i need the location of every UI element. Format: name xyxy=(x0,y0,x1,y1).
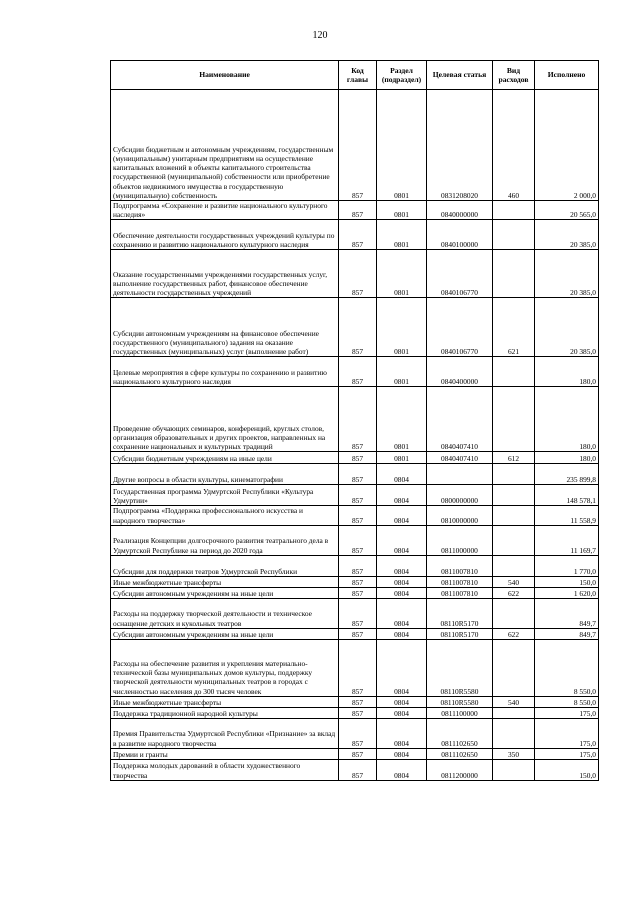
cell-name: Проведение обучающих семинаров, конференций, круглых столов, организация образовательных и других проектов, направленных на сохранение национальных и культурных традиций xyxy=(111,387,339,452)
cell-expense-type xyxy=(493,639,535,696)
cell-name: Подпрограмма «Сохранение и развитие национального культурного наследия» xyxy=(111,201,339,220)
cell-section: 0804 xyxy=(377,718,427,748)
cell-section: 0801 xyxy=(377,452,427,464)
cell-executed: 1 620,0 xyxy=(535,587,599,598)
table-row xyxy=(111,201,599,220)
cell-section: 0801 xyxy=(377,201,427,220)
cell-expense-type xyxy=(493,201,535,220)
cell-target-article: 0840400000 xyxy=(427,357,493,387)
cell-expense-type: 540 xyxy=(493,576,535,587)
cell-executed: 11 169,7 xyxy=(535,525,599,555)
cell-chapter-code: 857 xyxy=(339,628,377,639)
cell-name: Субсидии для поддержки театров Удмуртской Республики xyxy=(111,555,339,576)
cell-section: 0804 xyxy=(377,587,427,598)
table-row xyxy=(111,298,599,357)
cell-section: 0804 xyxy=(377,555,427,576)
cell-chapter-code: 857 xyxy=(339,555,377,576)
page-number: 120 xyxy=(312,30,328,41)
header-target-article: Целевая статья xyxy=(427,61,493,90)
cell-name: Оказание государственными учреждениями государственных услуг, выполнение государственных работ, финансовое обеспечение деятельности государственных учреждений xyxy=(111,250,339,298)
cell-target-article: 0811102650 xyxy=(427,748,493,759)
cell-expense-type: 621 xyxy=(493,298,535,357)
cell-target-article: 0840000000 xyxy=(427,201,493,220)
table-row xyxy=(111,707,599,718)
cell-executed: 235 899,8 xyxy=(535,464,599,485)
table-header-row xyxy=(111,61,599,90)
cell-section: 0804 xyxy=(377,485,427,506)
cell-target-article: 08110R5580 xyxy=(427,639,493,696)
cell-target-article: 0840106770 xyxy=(427,250,493,298)
cell-executed: 1 770,0 xyxy=(535,555,599,576)
cell-executed: 20 385,0 xyxy=(535,250,599,298)
header-chapter-code: Код главы xyxy=(339,61,377,90)
cell-chapter-code: 857 xyxy=(339,357,377,387)
cell-executed: 849,7 xyxy=(535,598,599,628)
cell-target-article: 0840407410 xyxy=(427,387,493,452)
cell-expense-type xyxy=(493,707,535,718)
cell-section: 0801 xyxy=(377,298,427,357)
cell-section: 0804 xyxy=(377,639,427,696)
cell-name: Субсидии автономным учреждениям на финансовое обеспечение государственного (муниципального) задания на оказание государственных (муниципальных) услуг (выполнение работ) xyxy=(111,298,339,357)
header-name: Наименование xyxy=(111,61,339,90)
cell-chapter-code: 857 xyxy=(339,298,377,357)
table-row xyxy=(111,90,599,201)
cell-section: 0804 xyxy=(377,696,427,707)
cell-executed: 175,0 xyxy=(535,718,599,748)
cell-expense-type xyxy=(493,387,535,452)
cell-chapter-code: 857 xyxy=(339,485,377,506)
table-row xyxy=(111,639,599,696)
cell-name: Субсидии автономным учреждениям на иные цели xyxy=(111,628,339,639)
cell-name: Расходы на обеспечение развития и укрепления материально-технической базы муниципальных домов культуры, поддержку творческой деятельности муниципальных театров в городах с численностью населения до 300 тысяч человек xyxy=(111,639,339,696)
cell-target-article: 0800000000 xyxy=(427,485,493,506)
cell-expense-type xyxy=(493,598,535,628)
table-row xyxy=(111,748,599,759)
cell-name: Субсидии бюджетным учреждениям на иные цели xyxy=(111,452,339,464)
cell-target-article: 0811000000 xyxy=(427,525,493,555)
cell-expense-type xyxy=(493,220,535,250)
cell-expense-type xyxy=(493,718,535,748)
cell-executed: 20 385,0 xyxy=(535,220,599,250)
cell-expense-type xyxy=(493,525,535,555)
cell-section: 0804 xyxy=(377,628,427,639)
cell-executed: 150,0 xyxy=(535,576,599,587)
cell-target-article: 0840407410 xyxy=(427,452,493,464)
cell-executed: 2 000,0 xyxy=(535,90,599,201)
cell-chapter-code: 857 xyxy=(339,220,377,250)
cell-chapter-code: 857 xyxy=(339,201,377,220)
header-section: Раздел (подраздел) xyxy=(377,61,427,90)
cell-expense-type xyxy=(493,357,535,387)
cell-name: Реализация Концепции долгосрочного развития театрального дела в Удмуртской Республике на период до 2020 года xyxy=(111,525,339,555)
cell-target-article xyxy=(427,464,493,485)
cell-expense-type: 612 xyxy=(493,452,535,464)
cell-chapter-code: 857 xyxy=(339,506,377,525)
cell-name: Поддержка традиционной народной культуры xyxy=(111,707,339,718)
table-row xyxy=(111,250,599,298)
cell-chapter-code: 857 xyxy=(339,748,377,759)
cell-executed: 20 385,0 xyxy=(535,298,599,357)
cell-chapter-code: 857 xyxy=(339,707,377,718)
cell-chapter-code: 857 xyxy=(339,587,377,598)
cell-target-article: 0811007810 xyxy=(427,576,493,587)
cell-target-article: 0811200000 xyxy=(427,759,493,780)
cell-name: Иные межбюджетные трансферты xyxy=(111,576,339,587)
cell-expense-type xyxy=(493,759,535,780)
table-row xyxy=(111,587,599,598)
cell-name: Расходы на поддержку творческой деятельности и техническое оснащение детских и кукольных театров xyxy=(111,598,339,628)
cell-executed: 8 550,0 xyxy=(535,696,599,707)
cell-executed: 175,0 xyxy=(535,748,599,759)
cell-chapter-code: 857 xyxy=(339,387,377,452)
cell-target-article: 08110R5170 xyxy=(427,628,493,639)
cell-chapter-code: 857 xyxy=(339,718,377,748)
cell-target-article: 0811100000 xyxy=(427,707,493,718)
cell-executed: 8 550,0 xyxy=(535,639,599,696)
cell-section: 0804 xyxy=(377,506,427,525)
table-row xyxy=(111,220,599,250)
cell-chapter-code: 857 xyxy=(339,464,377,485)
table-row xyxy=(111,357,599,387)
cell-chapter-code: 857 xyxy=(339,525,377,555)
cell-section: 0801 xyxy=(377,387,427,452)
cell-section: 0804 xyxy=(377,598,427,628)
table-row xyxy=(111,696,599,707)
cell-name: Субсидии автономным учреждениям на иные цели xyxy=(111,587,339,598)
table-row xyxy=(111,628,599,639)
cell-chapter-code: 857 xyxy=(339,639,377,696)
cell-chapter-code: 857 xyxy=(339,250,377,298)
cell-target-article: 0811007810 xyxy=(427,555,493,576)
table-row xyxy=(111,506,599,525)
cell-expense-type xyxy=(493,250,535,298)
cell-name: Поддержка молодых дарований в области художественного творчества xyxy=(111,759,339,780)
cell-chapter-code: 857 xyxy=(339,452,377,464)
cell-name: Обеспечение деятельности государственных учреждений культуры по сохранению и развитию национального культурного наследия xyxy=(111,220,339,250)
cell-executed: 849,7 xyxy=(535,628,599,639)
cell-name: Премии и гранты xyxy=(111,748,339,759)
cell-target-article: 0831208020 xyxy=(427,90,493,201)
cell-name: Премия Правительства Удмуртской Республики «Признание» за вклад в развитие народного творчества xyxy=(111,718,339,748)
cell-section: 0804 xyxy=(377,464,427,485)
cell-target-article: 08110R5170 xyxy=(427,598,493,628)
cell-executed: 11 558,9 xyxy=(535,506,599,525)
table-row xyxy=(111,718,599,748)
table-row xyxy=(111,598,599,628)
cell-executed: 20 565,0 xyxy=(535,201,599,220)
cell-executed: 148 578,1 xyxy=(535,485,599,506)
cell-name: Целевые мероприятия в сфере культуры по сохранению и развитию национального культурного наследия xyxy=(111,357,339,387)
cell-chapter-code: 857 xyxy=(339,759,377,780)
cell-executed: 180,0 xyxy=(535,387,599,452)
header-executed: Исполнено xyxy=(535,61,599,90)
cell-chapter-code: 857 xyxy=(339,696,377,707)
cell-section: 0804 xyxy=(377,576,427,587)
cell-expense-type: 622 xyxy=(493,628,535,639)
cell-target-article: 0811007810 xyxy=(427,587,493,598)
cell-section: 0801 xyxy=(377,250,427,298)
table-row xyxy=(111,555,599,576)
cell-expense-type xyxy=(493,485,535,506)
cell-executed: 150,0 xyxy=(535,759,599,780)
cell-name: Государственная программа Удмуртской Республики «Культура Удмуртии» xyxy=(111,485,339,506)
cell-section: 0801 xyxy=(377,357,427,387)
cell-target-article: 0811102650 xyxy=(427,718,493,748)
cell-name: Подпрограмма «Поддержка профессионального искусства и народного творчества» xyxy=(111,506,339,525)
cell-expense-type: 622 xyxy=(493,587,535,598)
cell-expense-type xyxy=(493,506,535,525)
cell-section: 0804 xyxy=(377,759,427,780)
cell-executed: 180,0 xyxy=(535,452,599,464)
table-row xyxy=(111,452,599,464)
cell-chapter-code: 857 xyxy=(339,598,377,628)
cell-chapter-code: 857 xyxy=(339,90,377,201)
cell-expense-type xyxy=(493,555,535,576)
table-row xyxy=(111,387,599,452)
table-row xyxy=(111,759,599,780)
cell-executed: 175,0 xyxy=(535,707,599,718)
cell-section: 0804 xyxy=(377,707,427,718)
cell-target-article: 08110R5580 xyxy=(427,696,493,707)
cell-expense-type xyxy=(493,464,535,485)
table-row xyxy=(111,485,599,506)
cell-target-article: 0840106770 xyxy=(427,298,493,357)
cell-name: Другие вопросы в области культуры, кинематографии xyxy=(111,464,339,485)
cell-expense-type: 460 xyxy=(493,90,535,201)
cell-name: Субсидии бюджетным и автономным учреждениям, государственным (муниципальным) унитарным предприятиям на осуществление капитальных вложений в объекты капитального строительства государственной (муниципальной) собственности или приобретение объектов недвижимого имущества в государственную (муниципальную) собственность xyxy=(111,90,339,201)
cell-name: Иные межбюджетные трансферты xyxy=(111,696,339,707)
cell-section: 0801 xyxy=(377,90,427,201)
cell-executed: 180,0 xyxy=(535,357,599,387)
cell-section: 0804 xyxy=(377,525,427,555)
table-row xyxy=(111,525,599,555)
table-row xyxy=(111,464,599,485)
cell-section: 0801 xyxy=(377,220,427,250)
budget-table xyxy=(110,60,599,781)
cell-target-article: 0840100000 xyxy=(427,220,493,250)
table-row xyxy=(111,576,599,587)
cell-target-article: 0810000000 xyxy=(427,506,493,525)
cell-expense-type: 540 xyxy=(493,696,535,707)
cell-expense-type: 350 xyxy=(493,748,535,759)
cell-chapter-code: 857 xyxy=(339,576,377,587)
cell-section: 0804 xyxy=(377,748,427,759)
header-expense-type: Вид расходов xyxy=(493,61,535,90)
